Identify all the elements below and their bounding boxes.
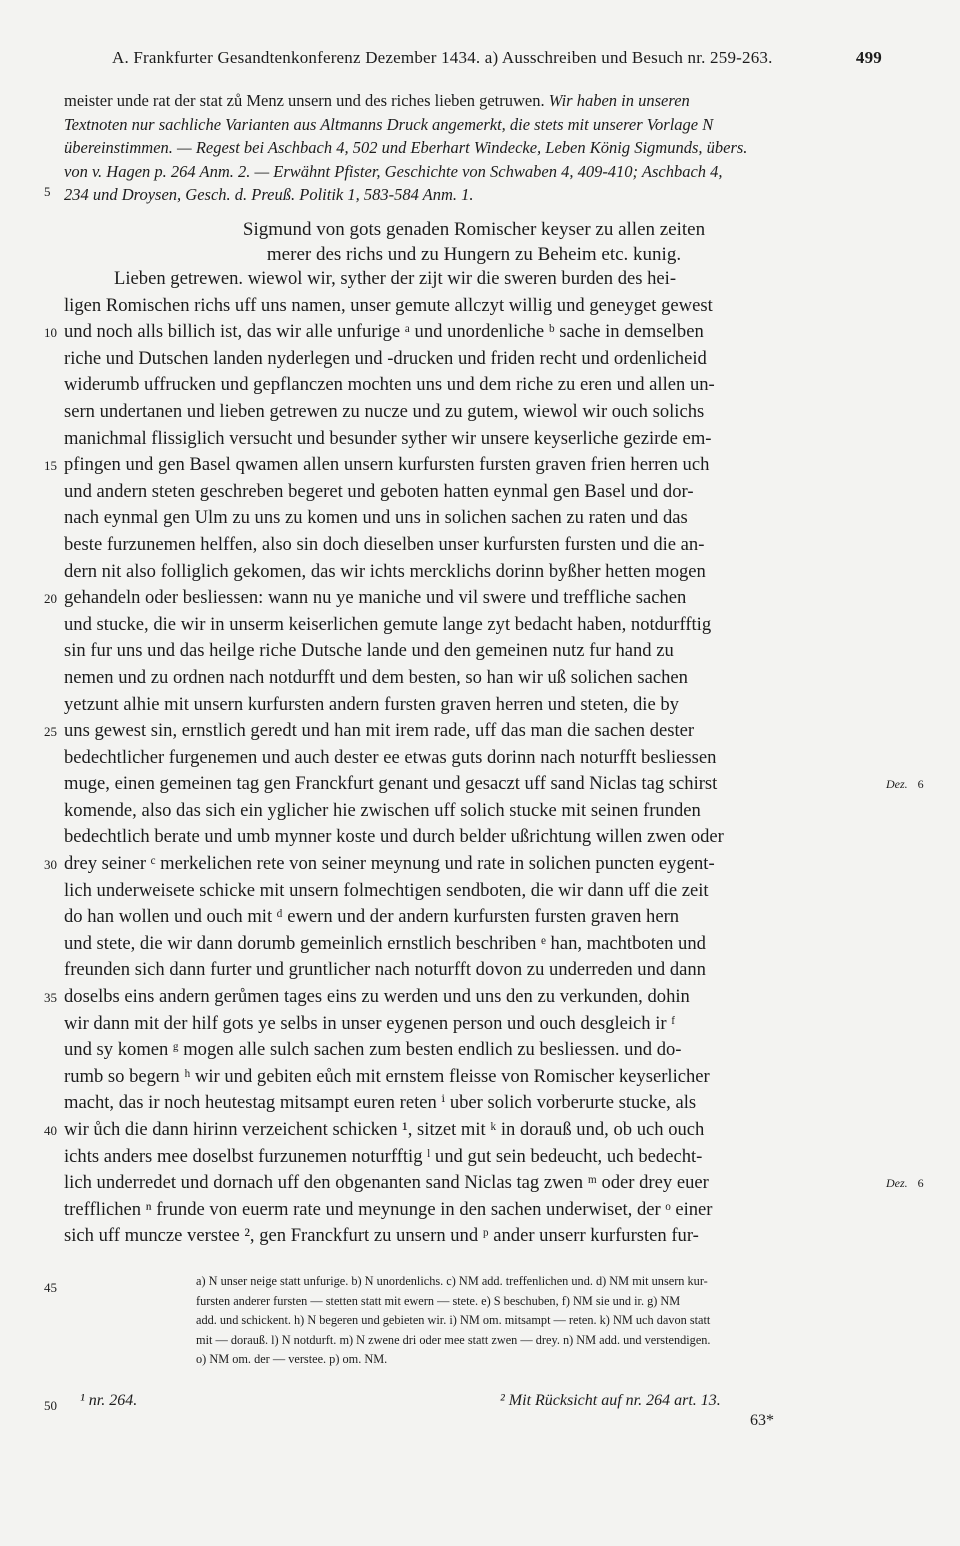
footnote-line: add. und schickent. h) N begeren und gebieten wir. i) NM om. mitsampt — reten. k) NM uch davon statt (196, 1313, 711, 1327)
text-line: ligen Romischen richs uff uns namen, unser gemute allczyt willig und geneyget gewest (64, 294, 713, 316)
footnote-line: a) N unser neige statt unfurige. b) N unordenlichs. c) NM add. treffenlichen und. d) NM mit unsern kur- (196, 1274, 708, 1288)
main-text (64, 266, 884, 1250)
text-line: yetzunt alhie mit unsern kurfursten andern fursten graven herren und steten, die by (64, 693, 679, 715)
intro-line (64, 183, 884, 207)
intro-italic: von v. Hagen p. 264 Anm. 2. — Erwähnt Pfister, Geschichte von Schwaben 4, 409-410; Aschbach 4, (64, 161, 723, 181)
text-line: nach eynmal gen Ulm zu uns zu komen und uns in solichen sachen zu raten und das (64, 507, 688, 529)
intro-line (64, 89, 884, 113)
text-line: riche und Dutschen landen nyderlegen und -drucken und friden recht und ordenlicheid (64, 347, 707, 369)
intro-line (64, 136, 884, 160)
text-line: lich underredet und dornach uff den obgenanten sand Niclas tag zwen ᵐ oder drey euer (64, 1172, 709, 1194)
line-number: 35 (44, 990, 57, 1006)
text-line: manichmal flissiglich versucht und besunder syther wir unsere keyserliche gezirde em- (64, 427, 712, 449)
bottom-note-2: ² Mit Rücksicht auf nr. 264 art. 13. (500, 1392, 721, 1409)
line-number: 10 (44, 325, 57, 341)
intro-notes (64, 89, 884, 207)
margin-date-note (886, 777, 924, 792)
text-line: bedechtlich berate und umb mynner koste und durch belder ußrichtung willen zwen oder (64, 826, 724, 848)
text-line: und stucke, die wir in unserm keiserlichen gemute lange zyt bedacht haben, notdurfftig (64, 613, 712, 635)
line-number: 25 (44, 724, 57, 740)
margin-day: 6 (917, 777, 924, 792)
text-line: sich uff muncze verstee ², gen Franckfurt zu unsern und ᵖ ander unserr kurfursten fur- (64, 1225, 699, 1247)
intro-plain: meister unde rat der stat zů Menz unsern und des riches lieben getruwen. (64, 91, 545, 110)
text-line: dern nit also folliglich gekomen, das wir ichts mercklichs dorinn byßher hetten mogen (64, 560, 706, 582)
text-line: Lieben getrewen. wiewol wir, syther der zijt wir die sweren burden des hei- (114, 268, 677, 289)
signature-mark: 63* (750, 1412, 774, 1429)
text-line: uns gewest sin, ernstlich geredt und han mit irem rade, uff das man die sachen dester (64, 720, 695, 742)
line-number: 30 (44, 857, 57, 873)
text-line: und sy komen ᵍ mogen alle sulch sachen zum besten endlich zu besliessen. und do- (64, 1039, 682, 1061)
margin-day: 6 (917, 1176, 924, 1191)
text-line: drey seiner ᶜ merkelichen rete von seiner meynung und rate in solichen puncten eygent- (64, 853, 715, 875)
intro-italic: 234 und Droysen, Gesch. d. Preuß. Politik 1, 583-584 Anm. 1. (64, 185, 474, 204)
text-line: wir ůch die dann hirinn verzeichent schicken ¹, sitzet mit ᵏ in dorauß und, ob uch ouch (64, 1119, 705, 1140)
text-line: und stete, die wir dann dorumb gemeinlich ernstlich beschriben ᵉ han, machtboten und (64, 932, 706, 954)
text-line: doselbs eins andern gerůmen tages eins zu werden und uns den zu verkunden, dohin (64, 986, 690, 1008)
text-line: komende, also das sich ein yglicher hie zwischen uff solich stucke mit seinen frunden (64, 799, 701, 821)
document-title (64, 217, 884, 267)
running-header (112, 48, 882, 68)
text-line: beste furzunemen helffen, also sin doch dieselben unser kurfursten fursten und die an- (64, 533, 705, 555)
text-line: gehandeln oder besliessen: wann nu ye maniche und vil swere und treffliche sachen (64, 587, 687, 609)
text-line: freunden sich dann furter und gruntlicher nach noturfft dovon zu underreden und dann (64, 959, 706, 981)
text-line: sin fur uns und das heilge riche Dutsche lande und den gemeinen nutz fur hand zu (64, 640, 674, 662)
text-line: bedechtlicher furgenemen und auch dester ee etwas guts dorinn nach noturfft besliessen (64, 746, 717, 768)
text-line: rumb so begern ʰ wir und gebiten eůch mit ernstem fleisse von Romischer keyserlicher (64, 1065, 710, 1087)
margin-label: Dez. (886, 1176, 908, 1191)
text-line: und noch alls billich ist, das wir alle unfurige ᵃ und unordenliche ᵇ sache in demselben (64, 321, 704, 343)
text-line: lich underweisete schicke mit unsern folmechtigen sendboten, die wir dann uff die zeit (64, 879, 709, 901)
bottom-note-1: ¹ nr. 264. (80, 1392, 138, 1409)
intro-italic: Textnoten nur sachliche Varianten aus Altmanns Druck angemerkt, die stets mit unserer Vorlage N (64, 114, 714, 134)
footnote-line: o) NM om. der — verstee. p) om. NM. (196, 1352, 388, 1366)
title-line: Sigmund von gots genaden Romischer keyser zu allen zeiten (242, 219, 706, 240)
line-number: 15 (44, 458, 57, 474)
text-line: pfingen und gen Basel qwamen allen unsern kurfursten fursten graven frien herren uch (64, 454, 710, 476)
text-line: nemen und zu ordnen nach notdurfft und dem besten, so han wir uß solichen sachen (64, 666, 688, 688)
title-line: merer des richs und zu Hungern zu Beheim etc. kunig. (266, 244, 682, 265)
margin-date-note (886, 1176, 924, 1191)
intro-line (64, 113, 884, 137)
line-number: 40 (44, 1123, 57, 1139)
page-number: 499 (855, 48, 882, 67)
text-line: macht, das ir noch heutestag mitsampt euren reten ⁱ uber solich vorberurte stucke, als (64, 1092, 697, 1114)
intro-line (64, 160, 884, 184)
margin-label: Dez. (886, 777, 908, 792)
line-number: 5 (44, 184, 51, 199)
text-line: trefflichen ⁿ frunde von euerm rate und meynunge in den sachen underwiset, der ᵒ einer (64, 1198, 713, 1220)
footnotes (196, 1272, 886, 1370)
line-number: 45 (44, 1280, 57, 1295)
text-line: ichts anders mee doselbst furzunemen noturfftig ˡ und gut sein bedeucht, uch bedecht- (64, 1145, 703, 1167)
line-number: 20 (44, 591, 57, 607)
footnote-line: mit — dorauß. l) N notdurft. m) N zwene dri oder mee statt zwen — drey. n) NM add. und verstendigen. (196, 1332, 711, 1347)
text-line: widerumb uffrucken und gepflanczen mochten uns und dem riche zu eren und allen un- (64, 374, 715, 396)
line-number: 50 (44, 1398, 57, 1413)
text-line: sern undertanen und lieben getrewen zu nucze und zu gutem, wiewol wir ouch solichs (64, 400, 705, 422)
text-line: do han wollen und ouch mit ᵈ ewern und der andern kurfursten fursten graven hern (64, 906, 680, 928)
intro-italic: Wir haben in unseren (544, 91, 690, 110)
intro-italic: übereinstimmen. — Regest bei Aschbach 4, 502 und Eberhart Windecke, Leben König Sigmunds, übers. (64, 138, 748, 157)
text-line: muge, einen gemeinen tag gen Franckfurt genant und gesaczt uff sand Niclas tag schirst (64, 773, 718, 795)
text-line: und andern steten geschreben begeret und geboten hatten eynmal gen Basel und dor- (64, 480, 694, 502)
running-title: A. Frankfurter Gesandtenkonferenz Dezember 1434. a) Ausschreiben und Besuch nr. 259-263. (112, 48, 773, 67)
text-line: wir dann mit der hilf gots ye selbs in unser eygenen person und ouch desgleich ir ᶠ (64, 1012, 676, 1034)
footnote-line: fursten anderer fursten — stetten statt mit ewern — stete. e) S beschuben, f) NM sie und ir. g) NM (196, 1293, 681, 1308)
